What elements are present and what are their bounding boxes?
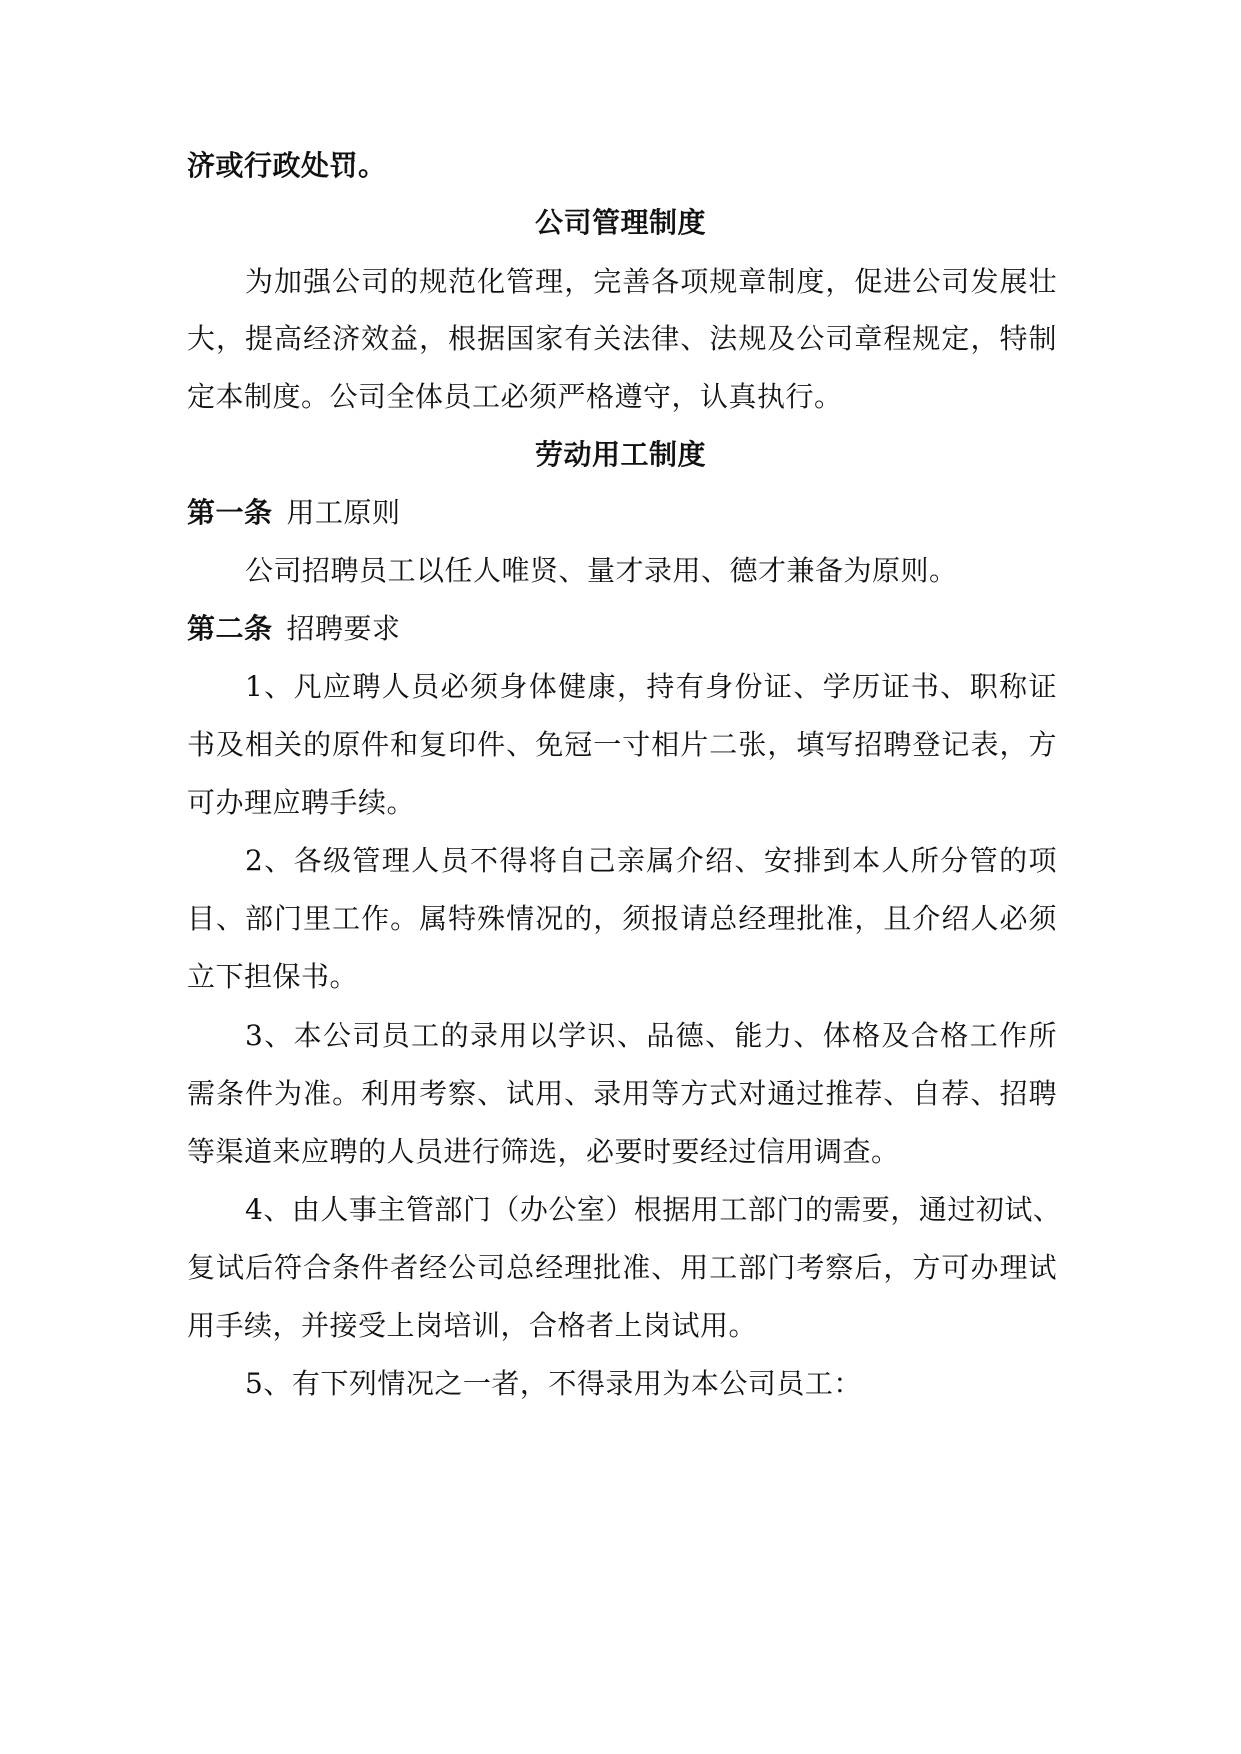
article-2-title: 招聘要求 [286,612,401,645]
item-2-line: 目、部门里工作。属特殊情况的，须报请总经理批准，且介绍人必须 [187,902,1057,935]
article-1-title: 用工原则 [286,496,401,529]
paragraph-line: 为加强公司的规范化管理，完善各项规章制度，促进公司发展壮 [245,265,1057,298]
section-title-company-management: 公司管理制度 [534,206,706,239]
item-3-line: 等渠道来应聘的人员进行筛选，必要时要经过信用调查。 [187,1135,900,1168]
item-4-line: 复试后符合条件者经公司总经理批准、用工部门考察后，方可办理试 [187,1251,1057,1284]
article-1-text: 公司招聘员工以任人唯贤、量才录用、德才兼备为原则。 [245,554,958,587]
item-1-line: 1、凡应聘人员必须身体健康，持有身份证、学历证书、职称证 [245,670,1057,703]
item-3-line: 3、本公司员工的录用以学识、品德、能力、体格及合格工作所 [245,1019,1057,1052]
intro-fragment: 济或行政处罚。 [187,149,387,182]
item-3-line: 需条件为准。利用考察、试用、录用等方式对通过推荐、自荐、招聘 [187,1077,1057,1110]
item-5-line: 5、有下列情况之一者，不得录用为本公司员工： [245,1367,862,1400]
article-1-label: 第一条 [187,496,273,529]
item-4-line: 用手续，并接受上岗培训，合格者上岗试用。 [187,1309,758,1342]
article-2-label: 第二条 [187,612,273,645]
item-2-line: 2、各级管理人员不得将自己亲属介绍、安排到本人所分管的项 [245,844,1057,877]
article-2-heading [187,609,1057,649]
article-1-heading [187,493,1057,533]
section-title-labor-employment: 劳动用工制度 [534,438,706,471]
item-2-line: 立下担保书。 [187,960,359,993]
paragraph-line: 定本制度。公司全体员工必须严格遵守，认真执行。 [187,380,843,413]
item-1-line: 可办理应聘手续。 [187,786,416,819]
item-4-line: 4、由人事主管部门（办公室）根据用工部门的需要，通过初试、 [245,1193,1062,1226]
paragraph-line: 大，提高经济效益，根据国家有关法律、法规及公司章程规定，特制 [187,322,1057,355]
item-1-line: 书及相关的原件和复印件、免冠一寸相片二张，填写招聘登记表，方 [187,728,1057,761]
